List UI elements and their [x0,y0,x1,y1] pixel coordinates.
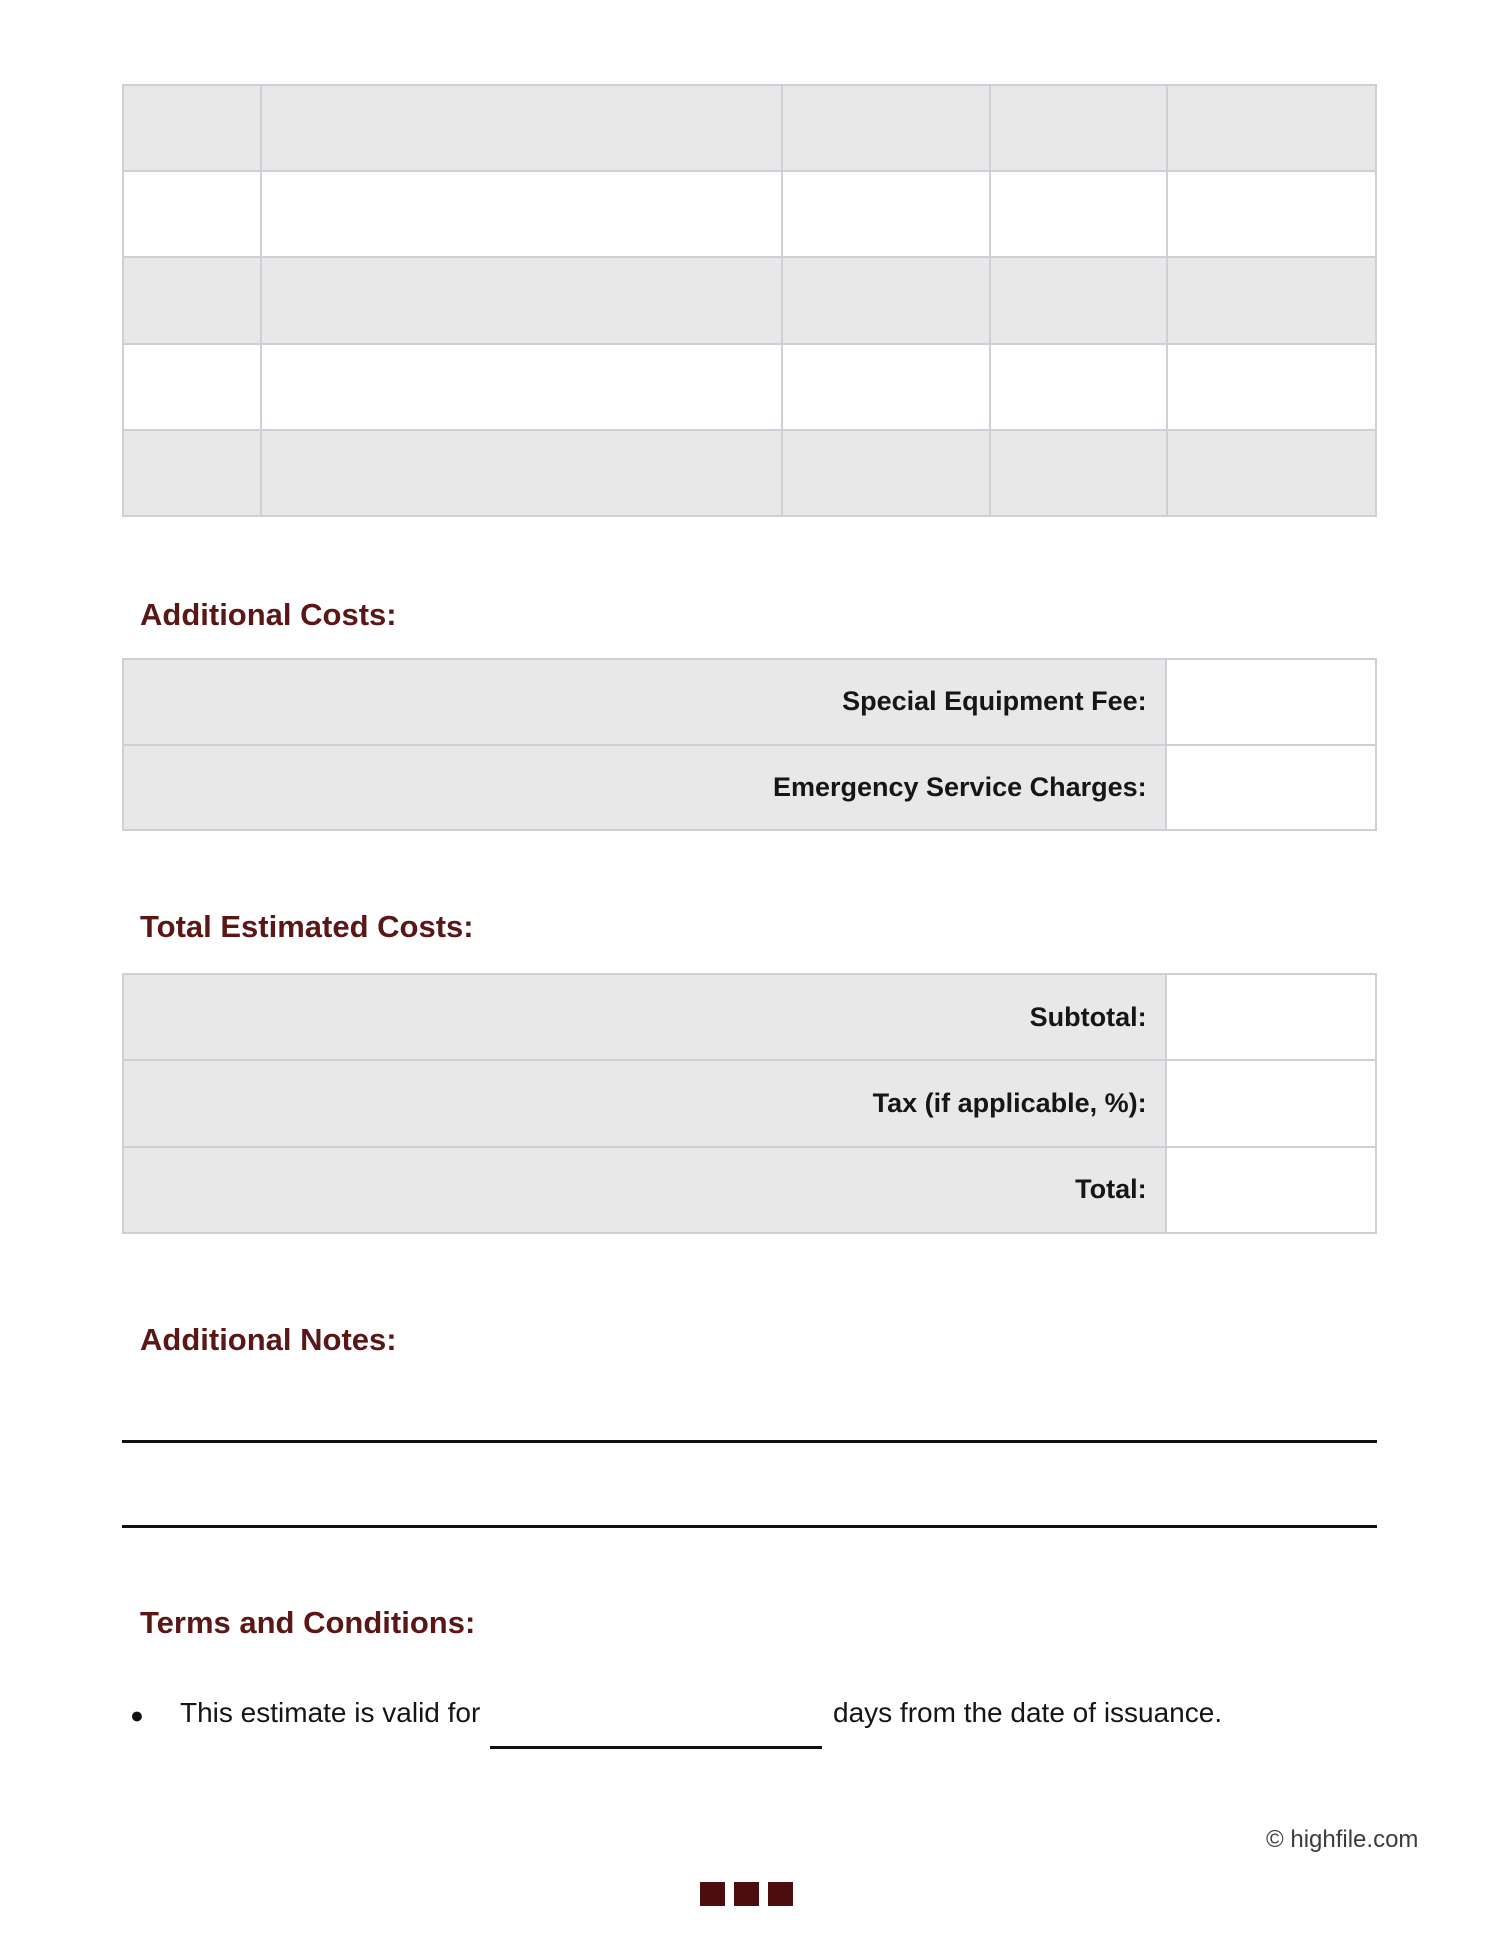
items-table-cell[interactable] [783,172,989,256]
items-table-cell[interactable] [991,86,1166,170]
copyright-text: © highfile.com [1266,1826,1419,1853]
terms-bullet-text-before: This estimate is valid for [180,1697,481,1728]
items-table-cell[interactable] [991,431,1166,515]
items-table-cell[interactable] [991,345,1166,429]
terms-and-conditions-heading: Terms and Conditions: [140,1605,476,1640]
additional-costs-table [122,658,1377,831]
total-estimated-costs-table [122,973,1377,1234]
subtotal-value[interactable] [1167,975,1375,1059]
items-table-cell[interactable] [783,258,989,342]
items-table-cell[interactable] [262,258,781,342]
items-table-cell[interactable] [783,345,989,429]
items-table-cell[interactable] [1168,345,1375,429]
footer-squares-decoration [700,1882,793,1906]
special-equipment-fee-label: Special Equipment Fee: [124,660,1165,744]
items-table-cell[interactable] [124,258,260,342]
maroon-square-icon [734,1882,759,1906]
items-table-cell[interactable] [124,86,260,170]
emergency-service-charges-value[interactable] [1167,746,1375,830]
items-table-cell[interactable] [124,345,260,429]
validity-days-blank-field[interactable] [490,1746,822,1749]
items-table-cell[interactable] [124,431,260,515]
notes-writing-line[interactable] [122,1525,1377,1528]
notes-writing-line[interactable] [122,1440,1377,1443]
items-table-cell[interactable] [262,431,781,515]
maroon-square-icon [700,1882,725,1906]
bullet-icon: ● [130,1702,144,1728]
terms-bullet-text-after: days from the date of issuance. [833,1697,1223,1728]
items-table-cell[interactable] [991,258,1166,342]
items-table-cell[interactable] [783,431,989,515]
maroon-square-icon [768,1882,793,1906]
special-equipment-fee-value[interactable] [1167,660,1375,744]
items-table-cell[interactable] [1168,86,1375,170]
line-items-table [122,84,1377,517]
items-table-cell[interactable] [262,172,781,256]
subtotal-label: Subtotal: [124,975,1165,1059]
total-value[interactable] [1167,1148,1375,1232]
items-table-cell[interactable] [1168,172,1375,256]
items-table-cell[interactable] [1168,431,1375,515]
tax-value[interactable] [1167,1061,1375,1145]
items-table-cell[interactable] [124,172,260,256]
additional-costs-heading: Additional Costs: [140,597,397,632]
additional-notes-heading: Additional Notes: [140,1322,397,1357]
items-table-cell[interactable] [1168,258,1375,342]
total-label: Total: [124,1148,1165,1232]
tax-label: Tax (if applicable, %): [124,1061,1165,1145]
total-estimated-costs-heading: Total Estimated Costs: [140,909,474,944]
items-table-cell[interactable] [783,86,989,170]
items-table-cell[interactable] [991,172,1166,256]
items-table-cell[interactable] [262,86,781,170]
emergency-service-charges-label: Emergency Service Charges: [124,746,1165,830]
items-table-cell[interactable] [262,345,781,429]
